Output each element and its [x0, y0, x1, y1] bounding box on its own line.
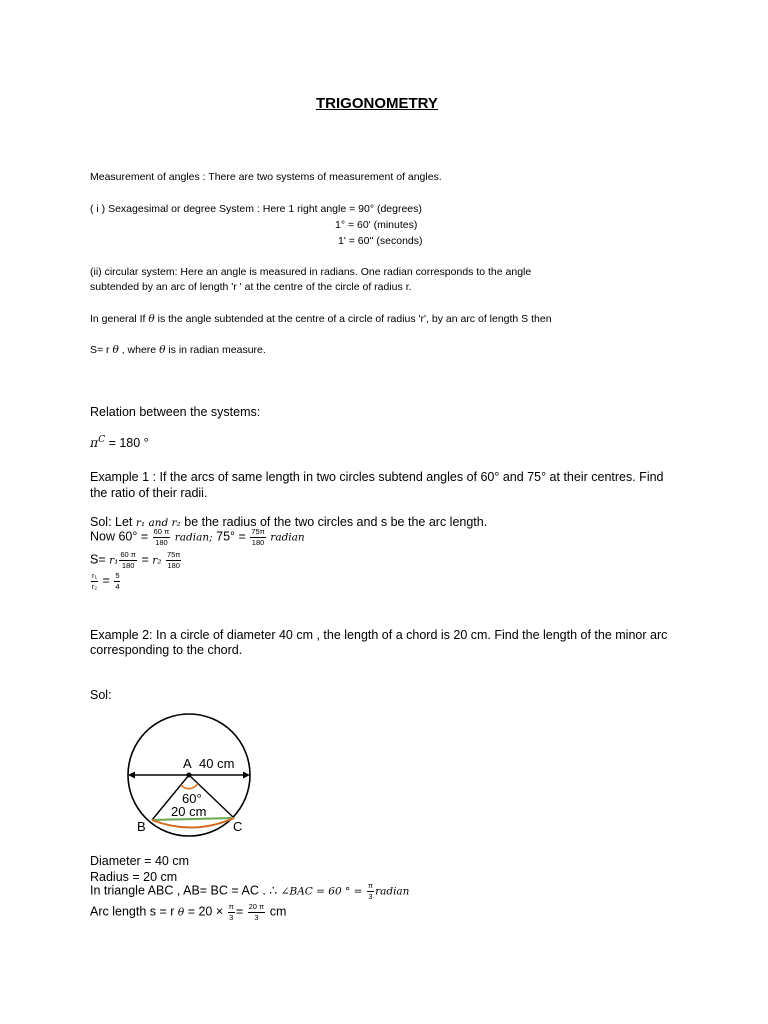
- sol-post: be the radius of the two circles and s be the arc length.: [180, 515, 488, 529]
- fraction: $\frac{75\pi}{180}$: [166, 550, 181, 570]
- arc-pre: Arc length s = r: [90, 904, 178, 919]
- theta-symbol: θ: [112, 344, 119, 356]
- s-mid: , where: [118, 344, 160, 356]
- example2-line-1: Example 2: In a circle of diameter 40 cm , the length of a chord is 20 cm. Find the length of the minor arc: [90, 628, 668, 642]
- label-diameter: 40 cm: [199, 756, 235, 771]
- example1-ratio-line: [90, 572, 121, 590]
- arc-mid: = 20 ×: [184, 904, 224, 919]
- example1-s-line: [90, 551, 182, 569]
- label-b: B: [137, 819, 146, 834]
- ratio-value: $\frac{5}{4}$: [115, 571, 120, 591]
- radian-word: radian;: [174, 531, 213, 544]
- sexagesimal-line-1: ( i ) Sexagesimal or degree System : Here 1 right angle = 90° (degrees): [90, 203, 422, 215]
- sexagesimal-line-2: 1° = 60' (minutes): [335, 219, 418, 231]
- relation-heading: Relation between the systems:: [90, 405, 261, 419]
- label-angle: 60°: [182, 791, 202, 806]
- s-formula: [90, 344, 266, 356]
- r1-var: r₁: [109, 554, 119, 567]
- fraction: $\frac{20 \pi}{3}$: [248, 902, 265, 922]
- triangle-line: [90, 882, 409, 900]
- radian-word: radian: [375, 885, 410, 898]
- diameter-arrow-left: [128, 772, 135, 779]
- radian-word: radian: [270, 531, 305, 544]
- arc-equals: =: [235, 904, 244, 919]
- ratio-equals: =: [102, 573, 110, 588]
- label-chord: 20 cm: [171, 804, 207, 819]
- fraction: $\frac{75\pi}{180}$: [251, 527, 265, 547]
- example1-line-2: the ratio of their radii.: [90, 486, 208, 500]
- circular-line-2: subtended by an arc of length 'r ' at the centre of the circle of radius r.: [90, 281, 412, 293]
- general-post: is the angle subtended at the centre of a circle of radius 'r', by an arc of length S then: [154, 313, 552, 325]
- centre-point: [187, 773, 192, 778]
- s-pre: S= r: [90, 344, 113, 356]
- arc-unit: cm: [266, 904, 287, 919]
- relation-formula: [90, 435, 149, 450]
- ratio-fraction: $\frac{\text{r₁}}{\text{r₂}}$: [91, 571, 98, 591]
- relation-eq: = 180 °: [105, 436, 149, 451]
- fraction: $\frac{60 \pi}{180}$: [153, 527, 170, 547]
- diameter-arrow-right: [243, 772, 250, 779]
- arc-length-line: [90, 903, 286, 921]
- sexagesimal-line-3: 1' = 60'' (seconds): [338, 235, 423, 247]
- example1-sol: [90, 515, 487, 529]
- s-eq-pre: S=: [90, 552, 110, 567]
- pi-symbol: π: [90, 435, 99, 451]
- equals: =: [137, 552, 153, 567]
- page-title: TRIGONOMETRY: [316, 95, 438, 112]
- example1-now-line: [90, 528, 305, 546]
- angle-arc: [181, 784, 198, 789]
- triangle-pre: In triangle ABC , AB= BC = AC . ∴: [90, 883, 281, 898]
- radius-text: Radius = 20 cm: [90, 870, 178, 884]
- fraction: $\frac{60 \pi}{180}$: [120, 550, 136, 570]
- general-statement: [90, 313, 552, 325]
- fraction: $\frac{\pi}{3}$: [228, 902, 234, 922]
- angle-expression: ∠BAC = 60 ° =: [280, 885, 363, 898]
- sol-vars: r₁ and r₂: [135, 517, 181, 529]
- sol-pre: Sol: Let: [90, 515, 136, 529]
- circular-superscript: C: [98, 435, 106, 445]
- circle-diagram: [118, 705, 268, 840]
- measurement-intro: Measurement of angles : There are two systems of measurement of angles.: [90, 171, 442, 183]
- s-post: is in radian measure.: [165, 344, 266, 356]
- label-c: C: [233, 819, 243, 834]
- diameter-text: Diameter = 40 cm: [90, 854, 189, 868]
- example1-line-1: Example 1 : If the arcs of same length in two circles subtend angles of 60° and 75° at their centres. Find: [90, 470, 664, 484]
- r2-var: r₂: [152, 554, 162, 567]
- general-pre: In general If: [90, 313, 149, 325]
- deg75-text: 75° =: [212, 529, 250, 544]
- theta-symbol: θ: [148, 313, 155, 325]
- fraction: $\frac{\pi}{3}$: [367, 881, 374, 901]
- now-pre: Now 60° =: [90, 529, 152, 544]
- label-a: A: [183, 756, 192, 771]
- theta-symbol: θ: [177, 906, 185, 919]
- theta-symbol: θ: [159, 344, 166, 356]
- circular-line-1: (ii) circular system: Here an angle is measured in radians. One radian corresponds to the angle: [90, 266, 532, 278]
- example2-sol: Sol:: [90, 688, 112, 702]
- example2-line-2: corresponding to the chord.: [90, 643, 243, 657]
